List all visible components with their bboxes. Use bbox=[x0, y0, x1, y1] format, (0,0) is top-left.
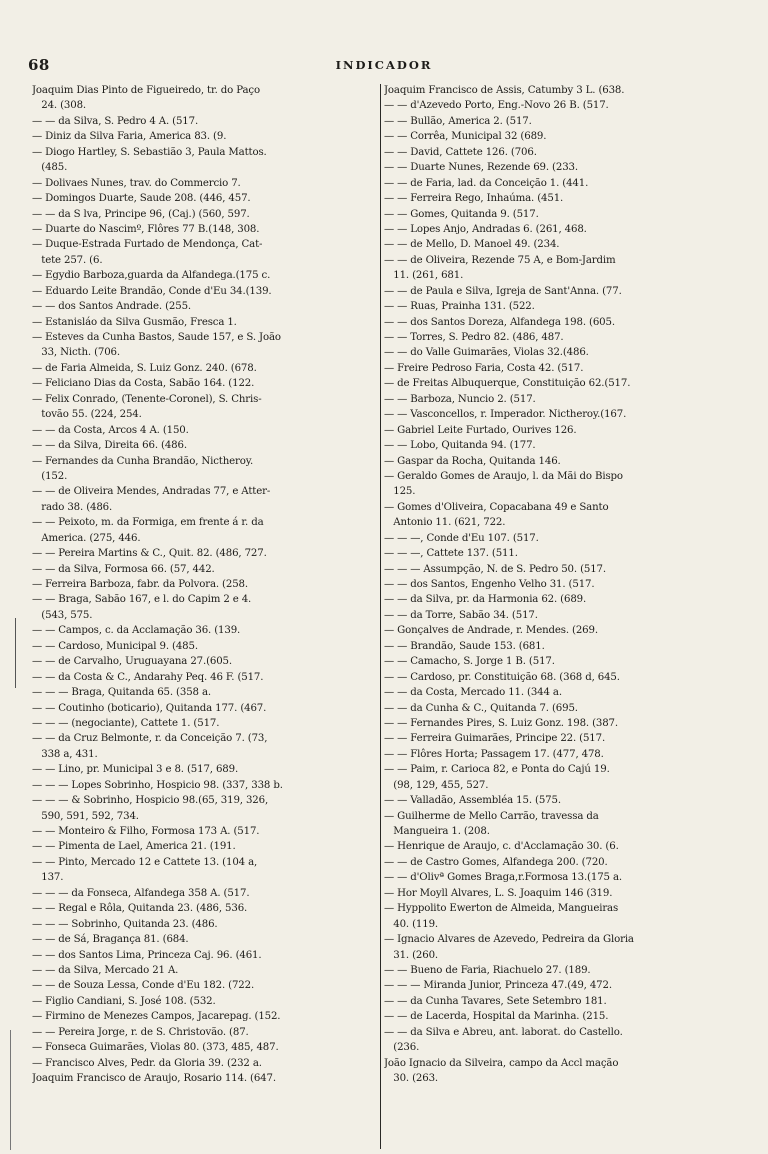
directory-entry: 11. (261, 681. bbox=[384, 270, 464, 282]
directory-entry: 125. bbox=[384, 486, 416, 498]
directory-entry: America. (275, 446. bbox=[32, 532, 141, 544]
directory-entry: — — da Silva, Mercado 21 A. bbox=[32, 964, 179, 976]
directory-entry: — — Bullão, America 2. (517. bbox=[384, 115, 532, 127]
directory-entry: — — da Silva, S. Pedro 4 A. (517. bbox=[32, 115, 199, 127]
directory-entry: — — Pereira Jorge, r. de S. Christovão. (87. bbox=[32, 1026, 249, 1038]
directory-entry: — Fonseca Guimarães, Violas 80. (373, 485, 487. bbox=[32, 1042, 279, 1054]
directory-entry: — de Freitas Albuquerque, Constituição 62.(517. bbox=[384, 378, 631, 390]
directory-entry: — — — Lopes Sobrinho, Hospicio 98. (337, 338 b. bbox=[32, 779, 283, 791]
directory-entry: 30. (263. bbox=[384, 1073, 439, 1084]
directory-entry: — — Peixoto, m. da Formiga, em frente á r. da bbox=[32, 517, 264, 529]
directory-entry: Antonio 11. (621, 722. bbox=[384, 517, 506, 529]
directory-entry: — — de Sá, Bragança 81. (684. bbox=[32, 934, 189, 946]
directory-entry: — — Braga, Sabão 167, e l. do Capim 2 e 4. bbox=[32, 594, 252, 606]
directory-entry: — — da S lva, Principe 96, (Caj.) (560, 597. bbox=[32, 208, 250, 220]
directory-entry: 590, 591, 592, 734. bbox=[32, 810, 139, 822]
directory-entry: — — de Oliveira, Rezende 75 A, e Bom-Jardim bbox=[384, 254, 616, 266]
directory-entry: — Estanisláo da Silva Gusmão, Fresca 1. bbox=[32, 316, 237, 328]
directory-entry: — Feliciano Dias da Costa, Sabão 164. (122. bbox=[32, 378, 255, 390]
directory-entry: — Ferreira Barboza, fabr. da Polvora. (258. bbox=[32, 579, 248, 590]
directory-entry: — Diogo Hartley, S. Sebastião 3, Paula Mattos. bbox=[32, 146, 267, 158]
directory-entry: Joaquim Francisco de Araujo, Rosario 114. (647. bbox=[32, 1073, 276, 1084]
directory-entry: — — Corrêa, Municipal 32 (689. bbox=[384, 131, 547, 143]
directory-entry: 40. (119. bbox=[384, 918, 439, 930]
directory-entry: — — da Torre, Sabão 34. (517. bbox=[384, 609, 538, 621]
directory-entry: — Gaspar da Rocha, Quitanda 146. bbox=[384, 455, 561, 467]
directory-entry: — — — Miranda Junior, Princeza 47.(49, 472. bbox=[384, 980, 612, 992]
directory-entry: — Gabriel Leite Furtado, Ourives 126. bbox=[384, 424, 577, 436]
directory-entry: — — Fernandes Pires, S. Luiz Gonz. 198. (387. bbox=[384, 717, 618, 729]
directory-entry: — — Flôres Horta; Passagem 17. (477, 478. bbox=[384, 748, 604, 760]
directory-entry: — — Duarte Nunes, Rezende 69. (233. bbox=[384, 162, 578, 174]
directory-entry: — — —, Conde d'Eu 107. (517. bbox=[384, 532, 539, 544]
directory-entry: João Ignacio da Silveira, campo da Accl mação bbox=[384, 1057, 619, 1069]
directory-entry: — — — (negociante), Cattete 1. (517. bbox=[32, 717, 220, 729]
directory-entry: — — do Valle Guimarães, Violas 32.(486. bbox=[384, 347, 589, 359]
directory-entry: — Ignacio Alvares de Azevedo, Pedreira da Gloria bbox=[384, 934, 634, 946]
directory-entry: — Egydio Barboza,guarda da Alfandega.(175 c. bbox=[32, 270, 271, 282]
directory-entry: — Domingos Duarte, Saude 208. (446, 457. bbox=[32, 193, 251, 205]
margin-bracket-mark bbox=[15, 618, 16, 688]
directory-entry: — — Pereira Martins & C., Quit. 82. (486, 727. bbox=[32, 548, 267, 560]
directory-entry: — — David, Cattete 126. (706. bbox=[384, 146, 537, 158]
directory-entry: — — Ferreira Guimarães, Principe 22. (517. bbox=[384, 733, 606, 745]
directory-entry: — — Cardoso, pr. Constituição 68. (368 d, 645. bbox=[384, 671, 620, 683]
directory-entry: — — de Castro Gomes, Alfandega 200. (720. bbox=[384, 856, 608, 868]
directory-entry: — — da Costa, Arcos 4 A. (150. bbox=[32, 424, 189, 436]
directory-entry: — — — Assumpção, N. de S. Pedro 50. (517. bbox=[384, 563, 606, 575]
directory-entry: — Duarte do Nascimº, Flôres 77 B.(148, 308. bbox=[32, 223, 260, 235]
directory-entry: — — da Costa, Mercado 11. (344 a. bbox=[384, 687, 562, 699]
directory-entry: — Henrique de Araujo, c. d'Acclamação 30. (6. bbox=[384, 841, 619, 853]
directory-entry: — — Paim, r. Carioca 82, e Ponta do Cajú 19. bbox=[384, 764, 610, 776]
directory-entry: — — Camacho, S. Jorge 1 B. (517. bbox=[384, 656, 555, 668]
directory-entry: — — de Faria, lad. da Conceição 1. (441. bbox=[384, 177, 589, 189]
directory-entry: — — de Carvalho, Uruguayana 27.(605. bbox=[32, 656, 232, 668]
right-column bbox=[384, 83, 742, 1086]
directory-entry: — — da Cruz Belmonte, r. da Conceição 7. (73, bbox=[32, 733, 268, 745]
directory-entry: (543, 575. bbox=[32, 609, 93, 621]
directory-entry: — Fernandes da Cunha Brandão, Nictheroy. bbox=[32, 455, 254, 467]
directory-entry: — Gonçalves de Andrade, r. Mendes. (269. bbox=[384, 625, 598, 637]
directory-entry: — — de Oliveira Mendes, Andradas 77, e Atter- bbox=[32, 486, 271, 498]
directory-entry: (152. bbox=[32, 470, 68, 482]
directory-entry: 33, Nicth. (706. bbox=[32, 347, 120, 359]
directory-entry: 24. (308. bbox=[32, 100, 87, 112]
directory-entry: — Esteves da Cunha Bastos, Saude 157, e S. João bbox=[32, 332, 281, 343]
directory-entry: — Duque-Estrada Furtado de Mendonça, Cat- bbox=[32, 239, 263, 251]
directory-entry: — — Cardoso, Municipal 9. (485. bbox=[32, 640, 198, 652]
directory-entry: — Guilherme de Mello Carrão, travessa da bbox=[384, 810, 599, 822]
directory-entry: — Dolivaes Nunes, trav. do Commercio 7. bbox=[32, 177, 241, 189]
directory-entry: — — — & Sobrinho, Hospicio 98.(65, 319, 326, bbox=[32, 795, 269, 807]
directory-entry: — — Ferreira Rego, Inhaúma. (451. bbox=[384, 193, 564, 205]
directory-entry: — — Torres, S. Pedro 82. (486, 487. bbox=[384, 332, 564, 343]
column-divider bbox=[380, 84, 381, 1149]
directory-entry: — Gomes d'Oliveira, Copacabana 49 e Santo bbox=[384, 501, 609, 513]
directory-entry: — — Vasconcellos, r. Imperador. Nictheroy.(167. bbox=[384, 409, 627, 421]
directory-entry: — — — Braga, Quitanda 65. (358 a. bbox=[32, 687, 211, 699]
directory-entry: — — Lobo, Quitanda 94. (177. bbox=[384, 440, 536, 452]
directory-entry: — — da Cunha Tavares, Sete Setembro 181. bbox=[384, 995, 607, 1007]
directory-entry: — — de Paula e Silva, Igreja de Sant'Anna. (77. bbox=[384, 285, 622, 297]
directory-entry: — Francisco Alves, Pedr. da Gloria 39. (232 a. bbox=[32, 1057, 262, 1069]
running-title: INDICADOR bbox=[335, 58, 433, 72]
directory-entry: — — d'Azevedo Porto, Eng.-Novo 26 B. (517. bbox=[384, 100, 609, 112]
page-number: 68 bbox=[28, 56, 50, 74]
directory-entry: — — — Sobrinho, Quitanda 23. (486. bbox=[32, 918, 218, 930]
directory-entry: — — Pimenta de Lael, America 21. (191. bbox=[32, 841, 236, 853]
directory-entry: (98, 129, 455, 527. bbox=[384, 779, 489, 791]
directory-entry: — — Brandão, Saude 153. (681. bbox=[384, 640, 545, 652]
directory-entry: — — Barboza, Nuncio 2. (517. bbox=[384, 393, 536, 405]
directory-entry: — — Campos, c. da Acclamação 36. (139. bbox=[32, 625, 241, 637]
directory-entry: — — Lino, pr. Municipal 3 e 8. (517, 689. bbox=[32, 764, 239, 776]
directory-entry: 137. bbox=[32, 872, 64, 884]
directory-entry: — Figlio Candiani, S. José 108. (532. bbox=[32, 995, 216, 1007]
directory-entry: — Diniz da Silva Faria, America 83. (9. bbox=[32, 131, 227, 143]
directory-entry: — — dos Santos Lima, Princeza Caj. 96. (461. bbox=[32, 949, 262, 961]
directory-entry: — de Faria Almeida, S. Luiz Gonz. 240. (678. bbox=[32, 362, 257, 374]
directory-entry: — — Coutinho (boticario), Quitanda 177. (467. bbox=[32, 702, 267, 714]
directory-entry: — — Regal e Rôla, Quitanda 23. (486, 536. bbox=[32, 903, 248, 915]
directory-entry: rado 38. (486. bbox=[32, 501, 113, 513]
directory-entry: — — da Costa & C., Andarahy Peq. 46 F. (517. bbox=[32, 671, 264, 683]
directory-entry: — — Lopes Anjo, Andradas 6. (261, 468. bbox=[384, 223, 587, 235]
directory-entry: — — d'Olivª Gomes Braga,r.Formosa 13.(175 a. bbox=[384, 872, 622, 884]
directory-entry: — Freire Pedroso Faria, Costa 42. (517. bbox=[384, 362, 584, 374]
directory-entry: — — da Silva, Direita 66. (486. bbox=[32, 440, 187, 452]
directory-entry: — Firmino de Menezes Campos, Jacarepag. (152. bbox=[32, 1011, 281, 1023]
directory-entry: — — dos Santos Andrade. (255. bbox=[32, 301, 191, 313]
directory-entry: — Eduardo Leite Brandão, Conde d'Eu 34.(139. bbox=[32, 285, 272, 297]
directory-entry: — — de Lacerda, Hospital da Marinha. (215. bbox=[384, 1011, 609, 1023]
directory-entry: Mangueira 1. (208. bbox=[384, 826, 490, 837]
directory-entry: — Hyppolito Ewerton de Almeida, Mangueiras bbox=[384, 903, 619, 915]
directory-entry: — — da Silva, pr. da Harmonia 62. (689. bbox=[384, 594, 587, 606]
directory-entry: — Hor Moyll Alvares, L. S. Joaquim 146 (319. bbox=[384, 887, 613, 899]
margin-bracket-mark bbox=[10, 1030, 11, 1150]
directory-entry: — Geraldo Gomes de Araujo, l. da Mãi do Bispo bbox=[384, 470, 623, 482]
directory-entry: — — da Cunha & C., Quitanda 7. (695. bbox=[384, 702, 578, 714]
directory-entry: — Felix Conrado, (Tenente-Coronel), S. Chris- bbox=[32, 393, 262, 405]
directory-entry: — — — da Fonseca, Alfandega 358 A. (517. bbox=[32, 887, 250, 899]
directory-entry: — — —, Cattete 137. (511. bbox=[384, 548, 518, 560]
directory-entry: — — de Souza Lessa, Conde d'Eu 182. (722. bbox=[32, 980, 255, 992]
directory-entry: — — Gomes, Quitanda 9. (517. bbox=[384, 208, 539, 220]
directory-entry: (485. bbox=[32, 162, 68, 174]
directory-entry: — — Monteiro & Filho, Formosa 173 A. (517. bbox=[32, 826, 260, 837]
directory-entry: — — da Silva, Formosa 66. (57, 442. bbox=[32, 563, 215, 575]
directory-entry: tovão 55. (224, 254. bbox=[32, 409, 142, 421]
left-column bbox=[32, 83, 377, 1086]
directory-entry: Joaquim Francisco de Assis, Catumby 3 L. (638. bbox=[384, 85, 625, 96]
directory-entry: — — Bueno de Faria, Riachuelo 27. (189. bbox=[384, 964, 591, 976]
directory-entry: 338 a, 431. bbox=[32, 748, 98, 760]
directory-entry: — — de Mello, D. Manoel 49. (234. bbox=[384, 239, 560, 251]
directory-entry: — — dos Santos Doreza, Alfandega 198. (605. bbox=[384, 316, 615, 328]
directory-entry: 31. (260. bbox=[384, 949, 439, 961]
directory-entry: — — dos Santos, Engenho Velho 31. (517. bbox=[384, 579, 595, 590]
directory-entry: — — Pinto, Mercado 12 e Cattete 13. (104 a, bbox=[32, 856, 258, 868]
directory-entry: tete 257. (6. bbox=[32, 254, 103, 266]
directory-entry: Joaquim Dias Pinto de Figueiredo, tr. do Paço bbox=[32, 85, 260, 96]
directory-entry: (236. bbox=[384, 1042, 420, 1054]
directory-entry: — — da Silva e Abreu, ant. laborat. do Castello. bbox=[384, 1026, 623, 1038]
directory-entry: — — Ruas, Prainha 131. (522. bbox=[384, 301, 535, 313]
directory-entry: — — Valladão, Assembléa 15. (575. bbox=[384, 795, 561, 807]
